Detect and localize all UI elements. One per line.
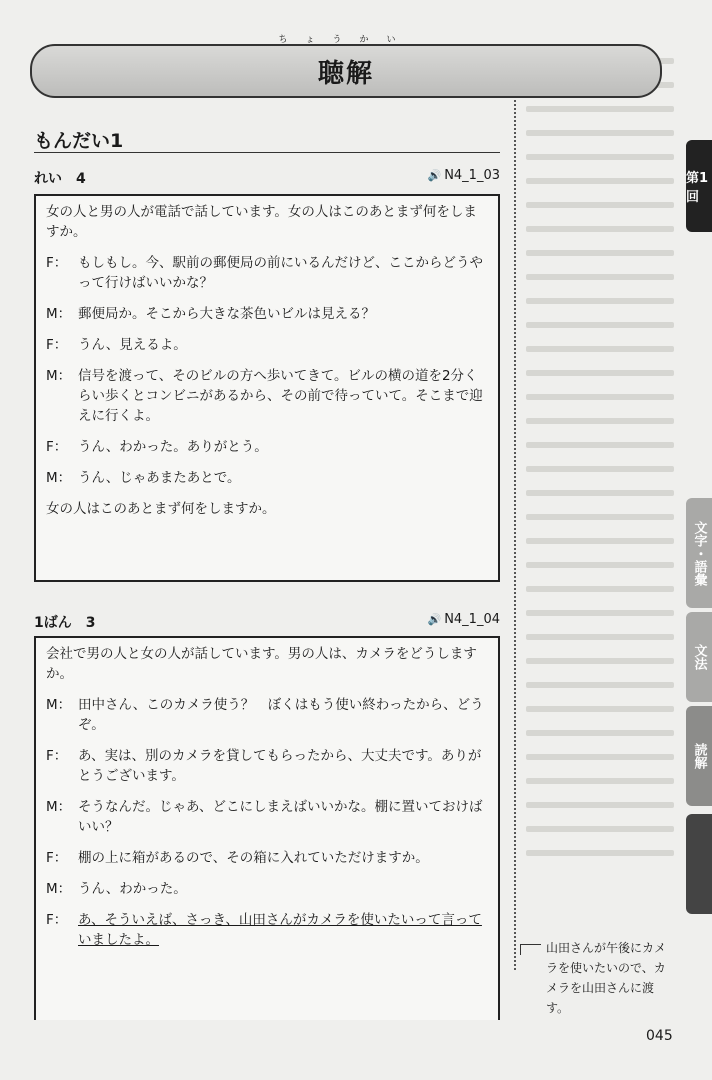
section-rule (34, 152, 500, 153)
note-connector (520, 944, 541, 955)
tab-reading[interactable] (686, 706, 712, 806)
dialogue-text: 女の人と男の人が電話で話しています。女の人はこのあとまず何をしますか。 (46, 204, 477, 240)
dialogue-line (46, 848, 488, 868)
page-number: 045 (646, 1028, 673, 1044)
dialogue-text: 信号を渡って、そのビルの方へ歩いてきて。ビルの横の道を2分くらい歩くとコンビニがあるから、その前で待っていて。そこまで迎えに行くよ。 (78, 368, 483, 424)
speaker-label: M： (46, 799, 72, 815)
dialogue-text: うん、わかった。ありがとう。 (78, 439, 268, 455)
tab-reading-label: 読解 (691, 743, 707, 769)
dialogue-text: あ、実は、別のカメラを貸してもらったから、大丈夫です。ありがとうございます。 (78, 748, 482, 784)
dialogue-text: もしもし。今、駅前の郵便局の前にいるんだけど、ここからどうやって行けばいいかな？ (78, 255, 483, 291)
q1-answer: 3 (85, 615, 96, 631)
example-label: れい (34, 171, 62, 187)
audio-icon: 🔊 (427, 169, 442, 182)
dialogue-line (46, 644, 488, 684)
dialogue-line (46, 437, 488, 457)
title-ruby: ちょうかい (278, 35, 414, 45)
dialogue-text: あ、そういえば、さっき、山田さんがカメラを使いたいって言っていましたよ。 (78, 912, 482, 948)
dialogue-line (46, 253, 488, 293)
dialogue-line (46, 746, 488, 786)
example-header (34, 168, 500, 188)
dialogue-line (46, 695, 488, 735)
q1-label: 1ばん (34, 615, 72, 631)
speaker-label: M： (46, 306, 72, 322)
speaker-label: F： (46, 748, 68, 764)
dotted-divider (514, 100, 516, 970)
dialogue-text: 棚の上に箱があるので、その箱に入れていただけますか。 (78, 850, 429, 866)
audio-icon: 🔊 (427, 613, 442, 626)
q1-transcript-box (34, 636, 500, 1020)
speaker-label: M： (46, 881, 72, 897)
bleed-through-area (520, 40, 680, 940)
dialogue-text: 郵便局か。そこから大きな茶色いビルは見える？ (78, 306, 375, 322)
speaker-label: F： (46, 912, 68, 928)
tab-vocabulary-label: 文字・語彙 (691, 520, 707, 586)
side-note: 山田さんが午後にカメラを使いたいので、カメラを山田さんに渡す。 (546, 941, 667, 1015)
tab-current-label: 第1回 (686, 171, 709, 205)
section-title: もんだい1 (34, 130, 124, 152)
speaker-label: F： (46, 850, 68, 866)
dialogue-text: そうなんだ。じゃあ、どこにしまえばいいかな。棚に置いておけばいい？ (78, 799, 483, 835)
dialogue-text: うん、見えるよ。 (78, 337, 187, 353)
tab-grammar-label: 文法 (691, 644, 707, 670)
speaker-label: F： (46, 439, 68, 455)
dialogue-line (46, 910, 488, 950)
tab-listening[interactable] (686, 814, 712, 914)
dialogue-line (46, 304, 488, 324)
q1-header (34, 612, 500, 632)
speaker-label: F： (46, 337, 68, 353)
dialogue-line (46, 797, 488, 837)
dialogue-line (46, 366, 488, 426)
dialogue-text: 会社で男の人と女の人が話しています。男の人は、カメラをどうしますか。 (46, 646, 477, 682)
speaker-label: M： (46, 697, 72, 713)
dialogue-line (46, 879, 488, 899)
example-audio-code: N4_1_03 (444, 168, 500, 183)
speaker-label: M： (46, 470, 72, 486)
dialogue-text: 田中さん、このカメラ使う？ ぼくはもう使い終わったから、どうぞ。 (78, 697, 484, 733)
page-title: 聴解 (317, 58, 374, 89)
dialogue-text: 女の人はこのあとまず何をしますか。 (46, 501, 276, 517)
tab-current-round[interactable] (686, 140, 712, 232)
tab-grammar[interactable] (686, 612, 712, 702)
dialogue-text: うん、わかった。 (78, 881, 187, 897)
dialogue-line (46, 335, 488, 355)
example-answer: 4 (76, 171, 86, 187)
dialogue-line (46, 468, 488, 488)
q1-audio-code: N4_1_04 (444, 612, 500, 627)
speaker-label: F： (46, 255, 68, 271)
example-transcript-box (34, 194, 500, 582)
dialogue-text: うん、じゃあまたあとで。 (78, 470, 241, 486)
dialogue-line (46, 499, 488, 519)
page-title-banner (30, 35, 662, 98)
tab-vocabulary[interactable] (686, 498, 712, 608)
dialogue-line (46, 202, 488, 242)
speaker-label: M： (46, 368, 72, 384)
